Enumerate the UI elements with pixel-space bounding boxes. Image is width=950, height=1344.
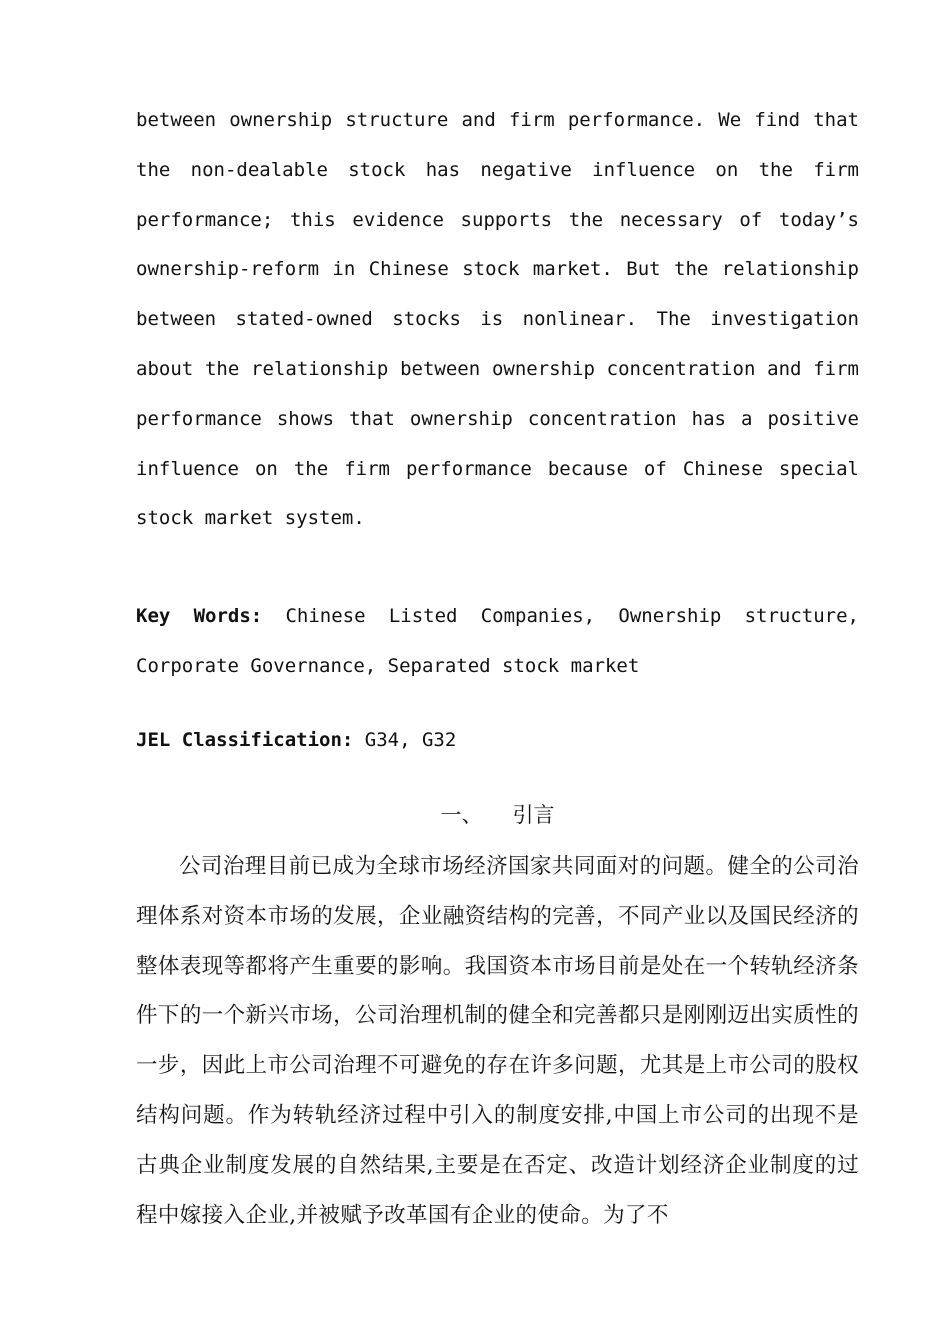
section-heading [136,798,859,832]
keywords-value: Chinese Listed Companies, Ownership structure, Corporate Governance, Separated stock market [136,605,859,677]
section-title: 引言 [512,803,555,827]
keywords-line [136,591,859,691]
jel-value: G34, G32 [353,729,457,751]
keywords-label: Key Words: [136,605,263,627]
jel-label: JEL Classification: [136,729,354,751]
jel-classification-line [136,725,456,755]
abstract-paragraph: between ownership structure and firm performance. We find that the non-dealable stock has negative influence on the firm performance; this evidence supports the necessary of today’s ownership-reform in Chinese stock market. But the relationship between stated-owned stocks is nonlinear. The investigation about the relationship between ownership concentration and firm performance shows that ownership concentration has a positive influence on the firm performance because of Chinese special stock market system. [136,109,859,530]
paper-page [136,96,859,1228]
section-number: 一、 [440,803,483,827]
intro-paragraph: 公司治理目前已成为全球市场经济国家共同面对的问题。健全的公司治理体系对资本市场的发展，企业融资结构的完善，不同产业以及国民经济的整体表现等都将产生重要的影响。我国资本市场目前是处在一个转轨经济条件下的一个新兴市场，公司治理机制的健全和完善都只是刚刚迈出实质性的一步，因此上市公司治理不可避免的存在许多问题，尤其是上市公司的股权结构问题。作为转轨经济过程中引入的制度安排,中国上市公司的出现不是古典企业制度发展的自然结果,主要是在否定、改造计划经济企业制度的过程中嫁接入企业,并被赋予改革国有企业的使命。为了不 [136,854,859,1228]
